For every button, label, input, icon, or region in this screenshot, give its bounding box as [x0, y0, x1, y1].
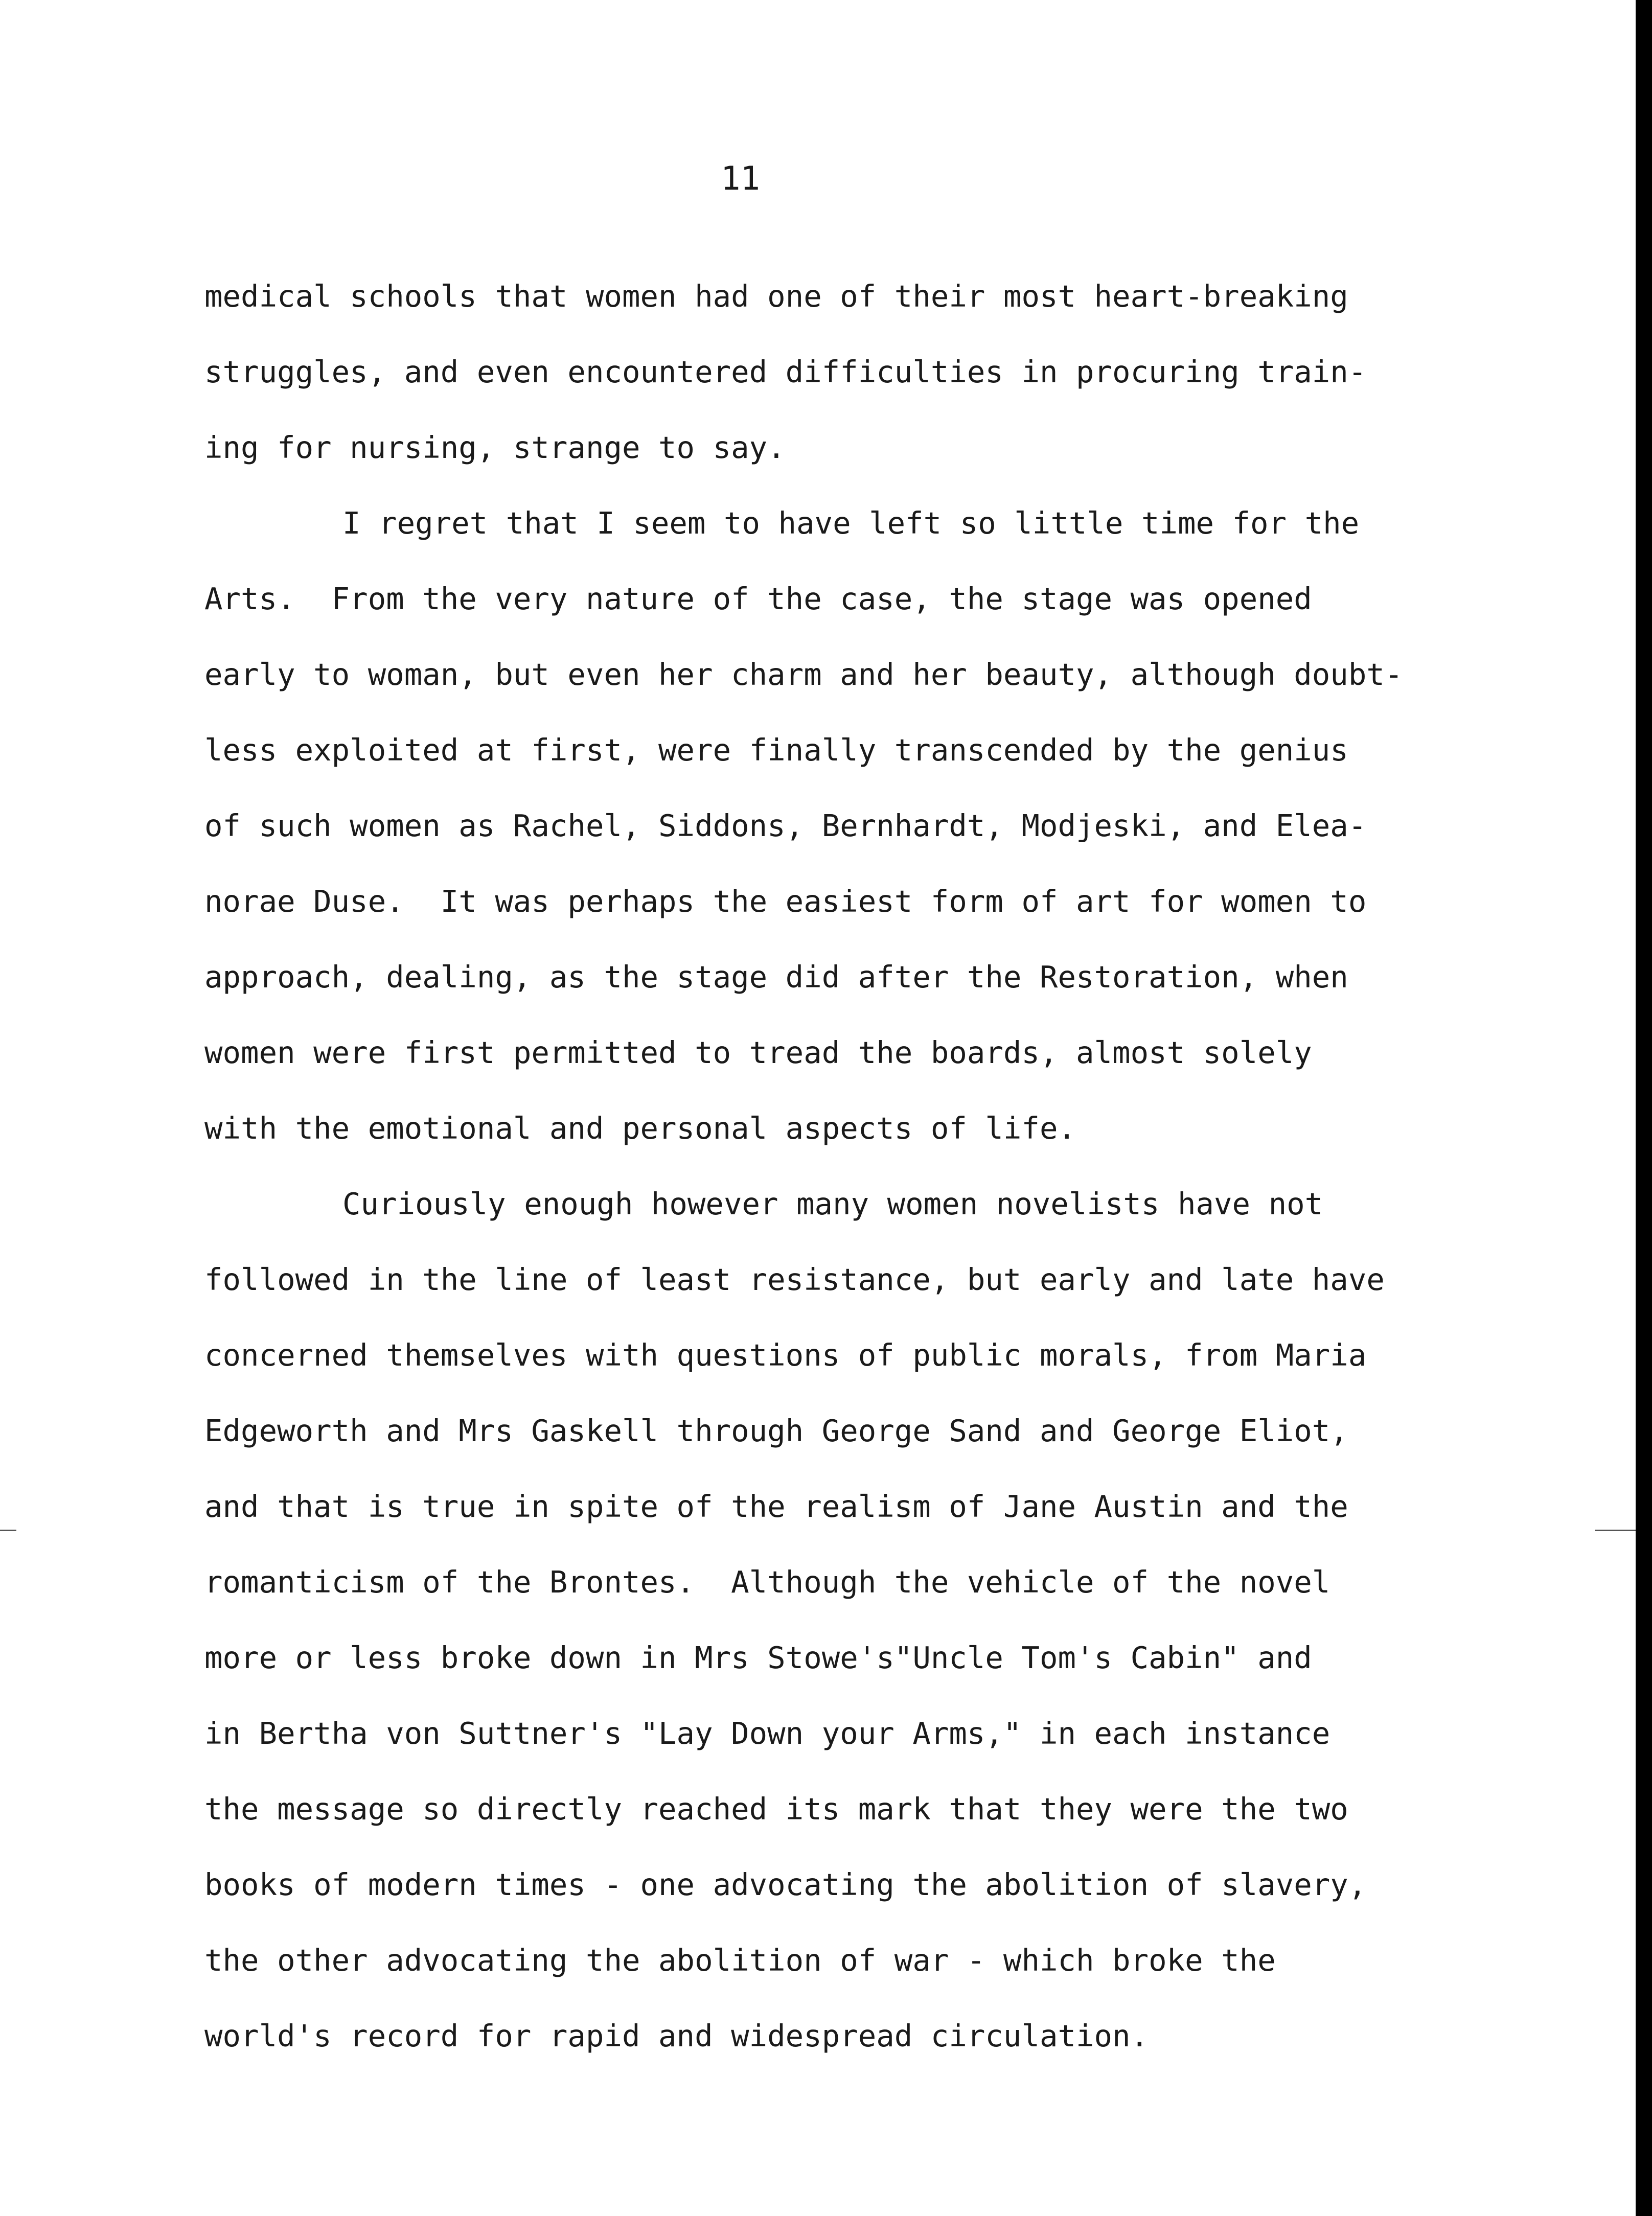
text-line: more or less broke down in Mrs Stowe's"Uncle Tom's Cabin" and: [204, 1640, 1312, 1675]
text-line: books of modern times - one advocating the abolition of slavery,: [204, 1867, 1367, 1902]
text-line: of such women as Rachel, Siddons, Bernhardt, Modjeski, and Elea-: [204, 808, 1367, 843]
page-number: 11: [721, 160, 761, 198]
scan-border: [1636, 0, 1652, 2216]
body-text: [204, 276, 1472, 2091]
text-line: romanticism of the Brontes. Although the vehicle of the novel: [204, 1564, 1330, 1600]
text-line: early to woman, but even her charm and her beauty, although doubt-: [204, 657, 1403, 692]
text-line: in Bertha von Suttner's "Lay Down your Arms," in each instance: [204, 1716, 1330, 1751]
scan-edge-mark: [1595, 1530, 1636, 1531]
paragraph-start-line: Curiously enough however many women novelists have not: [342, 1186, 1323, 1221]
text-line: the message so directly reached its mark that they were the two: [204, 1791, 1348, 1827]
text-line: medical schools that women had one of their most heart-breaking: [204, 279, 1348, 314]
text-line: the other advocating the abolition of war - which broke the: [204, 1943, 1276, 1978]
text-line: ing for nursing, strange to say.: [204, 430, 786, 465]
text-line: followed in the line of least resistance, but early and late have: [204, 1262, 1385, 1297]
text-line: Edgeworth and Mrs Gaskell through George Sand and George Eliot,: [204, 1413, 1348, 1448]
text-line: less exploited at first, were finally transcended by the genius: [204, 732, 1348, 768]
text-line: concerned themselves with questions of public morals, from Maria: [204, 1337, 1367, 1373]
text-line: Arts. From the very nature of the case, the stage was opened: [204, 581, 1312, 616]
paragraph-start-line: I regret that I seem to have left so little time for the: [342, 505, 1360, 541]
text-line: and that is true in spite of the realism of Jane Austin and the: [204, 1489, 1348, 1524]
text-line: struggles, and even encountered difficulties in procuring train-: [204, 354, 1367, 389]
text-line: women were first permitted to tread the boards, almost solely: [204, 1035, 1312, 1070]
text-line: with the emotional and personal aspects of life.: [204, 1111, 1076, 1146]
scan-edge-mark: [0, 1530, 16, 1531]
text-line: world's record for rapid and widespread circulation.: [204, 2018, 1149, 2053]
text-line: norae Duse. It was perhaps the easiest form of art for women to: [204, 884, 1367, 919]
text-line: approach, dealing, as the stage did after the Restoration, when: [204, 959, 1348, 995]
